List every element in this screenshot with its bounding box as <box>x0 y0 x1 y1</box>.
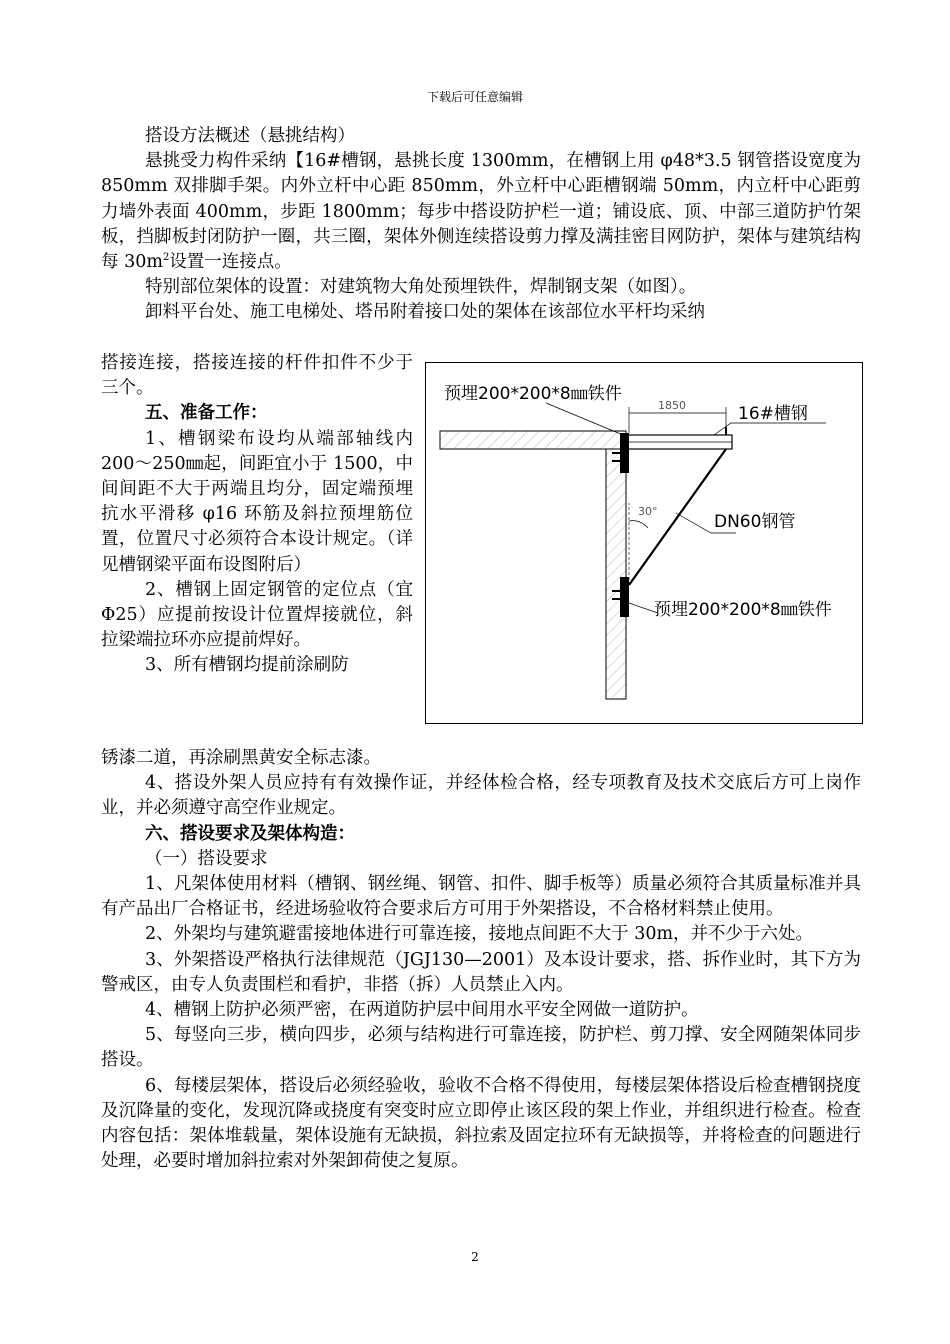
page-header: 下载后可任意编辑 <box>426 90 523 104</box>
embed-plate-top <box>620 433 629 473</box>
paragraph-cantilever-text: 悬挑受力构件采纳【16#槽钢，悬挑长度 1300mm，在槽钢上用 φ48*3.5 钢管搭设宽度为 850mm 双排脚手架。内外立杆中心距 850mm，外立杆中心距槽钢端 50mm，内立杆中心距剪力墙外表面 400mm，步距 1800mm；每步中搭设防护栏一道；铺设底、顶、中部三道防护竹架板，挡脚板封闭防护一圈，共三圈，架体外侧连续搭设剪力撑及满挂密目网防护，架体与建筑结构每 30m <box>101 151 861 273</box>
bracket-drawing <box>426 363 862 723</box>
body-text-bottom <box>101 746 861 1174</box>
body-text-left-column <box>101 351 413 679</box>
label-pipe: DN60钢管 <box>714 512 796 532</box>
label-top-embed: 预埋200*200*8㎜铁件 <box>444 384 622 404</box>
paragraph-overlap: 搭接连接，搭接连接的杆件扣件不少于三个。 <box>101 353 413 399</box>
angle-arc <box>629 521 648 528</box>
paragraph-unloading-line1: 卸料平台处、施工电梯处、塔吊附着接口处的架体在该部位水平杆均采纳 <box>145 302 705 323</box>
paragraph-req-5: 5、每竖向三步，横向四步，必须与结构进行可靠连接，防护栏、剪刀撑、安全网随架体同步搭设。 <box>101 1025 861 1071</box>
paragraph-req-1: 1、凡架体使用材料（槽钢、钢丝绳、钢管、扣件、脚手板等）质量必须符合其质量标准并具有产品出厂合格证书，经进场验收符合要求后方可用于外架搭设，不合格材料禁止使用。 <box>101 874 861 920</box>
paragraph-req-2: 2、外架均与建筑避雷接地体进行可靠连接，接地点间距不大于 30m，并不少于六处。 <box>145 924 814 945</box>
paragraph-cantilever <box>101 149 861 275</box>
shear-wall <box>606 449 626 699</box>
leader-channel <box>714 423 826 435</box>
paragraph-req-4: 4、槽钢上防护必须严密，在两道防护层中间用水平安全网做一道防护。 <box>145 1000 699 1021</box>
label-angle: 30° <box>638 505 658 518</box>
paragraph-prep-3b: 锈漆二道，再涂刷黑黄安全标志漆。 <box>101 748 381 768</box>
label-channel: 16#槽钢 <box>738 404 808 424</box>
paragraph-prep-4: 4、搭设外架人员应持有有效操作证，并经体检合格，经专项教育及技术交底后方可上岗作业，并必须遵守高空作业规定。 <box>101 773 861 819</box>
bracket-figure <box>425 362 863 724</box>
page-number: 2 <box>471 1250 479 1264</box>
paragraph-special-parts: 特别部位架体的设置：对建筑物大角处预埋铁件，焊制钢支架（如图）。 <box>145 277 697 298</box>
paragraph-req-3: 3、外架搭设严格执行法律规范（JGJ130—2001）及本设计要求，搭、拆作业时，其下方为警戒区，由专人负责围栏和看护，非搭（拆）人员禁止入内。 <box>101 949 861 995</box>
floor-slab <box>440 431 626 449</box>
paragraph-method-title: 搭设方法概述（悬挑结构） <box>145 126 355 146</box>
embed-plate-bottom <box>620 577 629 617</box>
paragraph-prep-3a: 3、所有槽钢均提前涂刷防 <box>145 655 349 676</box>
paragraph-prep-2: 2、槽钢上固定钢管的定位点（宜 Φ25）应提前按设计位置焊接就位，斜拉梁端拉环亦应提前焊好。 <box>101 579 413 651</box>
superscript-2: 2 <box>162 252 170 264</box>
heading-requirements: 六、搭设要求及架体构造： <box>145 823 355 844</box>
leader-top-embed <box>546 403 623 435</box>
paragraph-prep-1: 1、槽钢梁布设均从端部轴线内 200～250㎜起，间距宜小于 1500，中间间距不大于两端且均分，固定端预埋抗水平滑移 φ16 环筋及斜拉预埋筋位置，位置尺寸必须符合本设计规定。（详见槽钢梁平面布设图附后） <box>101 428 413 575</box>
label-dimension: 1850 <box>658 399 686 412</box>
heading-preparation: 五、准备工作： <box>145 403 268 424</box>
paragraph-cantilever-end: 设置一连接点。 <box>169 252 292 273</box>
body-text-top <box>101 124 861 326</box>
subheading-requirements: （一）搭设要求 <box>145 848 268 869</box>
paragraph-req-6: 6、每楼层架体，搭设后必须经验收，验收不合格不得使用，每楼层架体搭设后检查槽钢挠度及沉降量的变化，发现沉降或挠度有突变时应立即停止该区段的架上作业，并组织进行检查。检查内容包括：架体堆载量，架体设施有无缺损，斜拉索及固定拉环有无缺损等，并将检查的问题进行处理，必要时增加斜拉索对外架卸荷使之复原。 <box>101 1075 861 1172</box>
label-bottom-embed: 预埋200*200*8㎜铁件 <box>654 600 832 620</box>
